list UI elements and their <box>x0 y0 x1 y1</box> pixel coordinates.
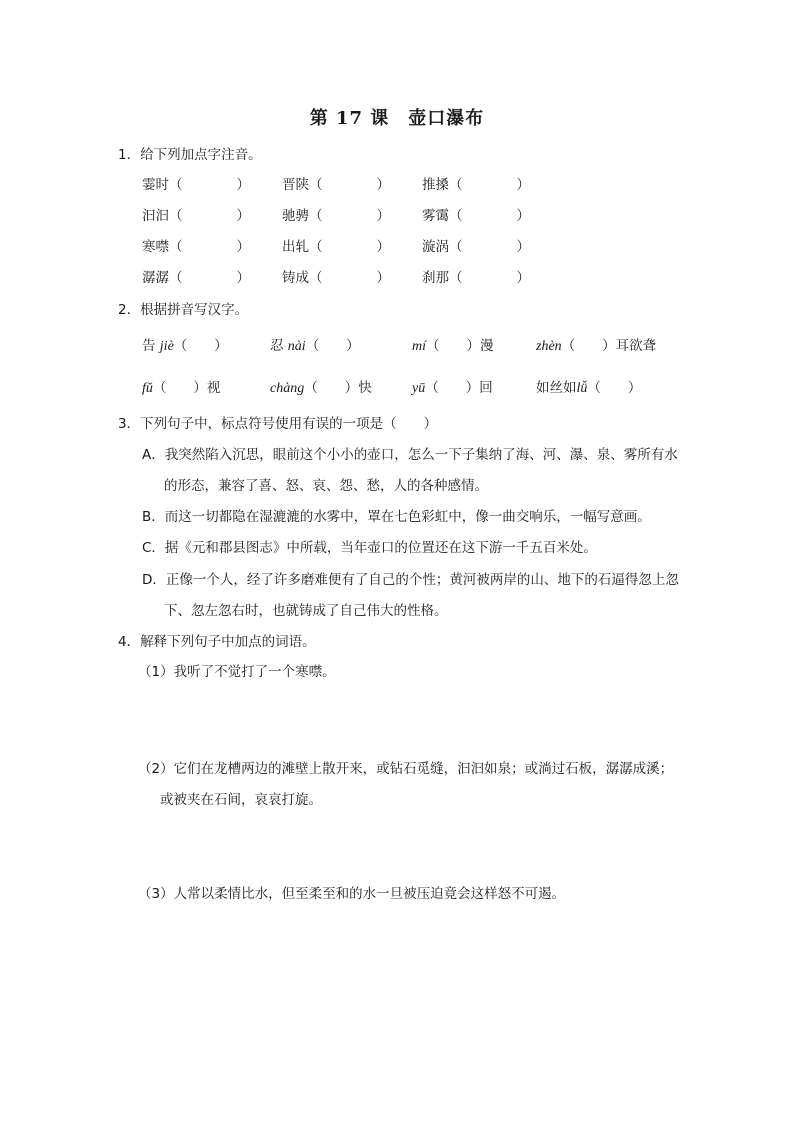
q3-option-a: A．我突然陷入沉思，眼前这个小小的壶口，怎么一下子集纳了海、河、瀑、泉、雾所有水的形态，兼容了喜、怒、哀、怨、愁，人的各种感情。 <box>142 447 678 494</box>
q3-option-d: D．正像一个人，经了许多磨难便有了自己的个性；黄河被两岸的山、地下的石逼得忽上忽下、忽左忽右时，也就铸成了自己伟大的性格。 <box>142 572 679 619</box>
q2-item-prefix: 忍 <box>270 338 288 354</box>
pinyin-text: mí <box>412 339 426 354</box>
q4-item-2: （2）它们在龙槽两边的滩壁上散开来，或钻石觅缝，汩汩如泉；或淌过石板，潺潺成溪；或被夹在石间，哀哀打旋。 <box>138 761 674 808</box>
q2-item <box>536 336 656 357</box>
q1-item: 寒噤（ ） <box>142 239 250 255</box>
q2-item-suffix: （ ） <box>305 338 360 354</box>
pinyin-text: lǚ <box>576 381 588 396</box>
q2-item-suffix: （ ）耳欲聋 <box>561 338 657 354</box>
question-4-label: 4．解释下列句子中加点的词语。 <box>118 634 316 650</box>
q2-item <box>270 378 372 399</box>
q2-item <box>270 336 360 357</box>
pinyin-text: jiè <box>159 339 174 354</box>
q2-item-suffix: （ ）漫 <box>426 338 494 354</box>
q3-option-b: B．而这一切都隐在湿漉漉的水雾中，罩在七色彩虹中，像一曲交响乐，一幅写意画。 <box>142 509 651 525</box>
pinyin-text: nài <box>287 339 306 354</box>
q2-item <box>142 336 228 357</box>
q1-item: 推搡（ ） <box>422 177 530 193</box>
q2-item-suffix: （ ） <box>173 338 228 354</box>
q2-item-prefix: 如丝如 <box>536 380 577 396</box>
q1-item: 汩汩（ ） <box>142 208 250 224</box>
question-1-label: 1．给下列加点字注音。 <box>118 147 262 163</box>
pinyin-text: fǔ <box>142 381 153 396</box>
q1-item: 铸成（ ） <box>282 270 390 286</box>
question-3-label: 3．下列句子中，标点符号使用有误的一项是（ ） <box>118 416 438 432</box>
q1-item: 漩涡（ ） <box>422 239 530 255</box>
q2-item <box>142 378 220 399</box>
q2-item-suffix: （ ）视 <box>152 380 221 396</box>
question-2-label: 2．根据拼音写汉字。 <box>118 302 249 318</box>
q2-item <box>536 378 641 399</box>
q2-item-suffix: （ ）回 <box>425 380 493 396</box>
q1-item: 霎时（ ） <box>142 177 250 193</box>
pinyin-text: yū <box>412 381 426 396</box>
q2-item-prefix: 告 <box>142 338 160 354</box>
page-title: 第 17 课 壶口瀑布 <box>309 108 485 129</box>
q3-option-c: C．据《元和郡县图志》中所载，当年壶口的位置还在这下游一千五百米处。 <box>142 540 597 556</box>
q4-item-3: （3）人常以柔情比水，但至柔至和的水一旦被压迫竟会这样怒不可遏。 <box>138 886 566 902</box>
q4-item-1: （1）我听了不觉打了一个寒噤。 <box>138 664 336 680</box>
q1-item: 出轧（ ） <box>282 239 390 255</box>
q2-item <box>412 336 494 357</box>
q1-item: 雾霭（ ） <box>422 208 530 224</box>
pinyin-text: zhèn <box>536 339 562 354</box>
q2-item-suffix: （ ） <box>587 380 642 396</box>
q2-item <box>412 378 493 399</box>
q1-item: 晋陕（ ） <box>282 177 390 193</box>
q2-item-suffix: （ ）快 <box>304 380 372 396</box>
q1-item: 刹那（ ） <box>422 270 530 286</box>
q1-item: 驰骋（ ） <box>282 208 390 224</box>
q1-item: 潺潺（ ） <box>142 270 250 286</box>
pinyin-text: chàng <box>270 381 305 396</box>
